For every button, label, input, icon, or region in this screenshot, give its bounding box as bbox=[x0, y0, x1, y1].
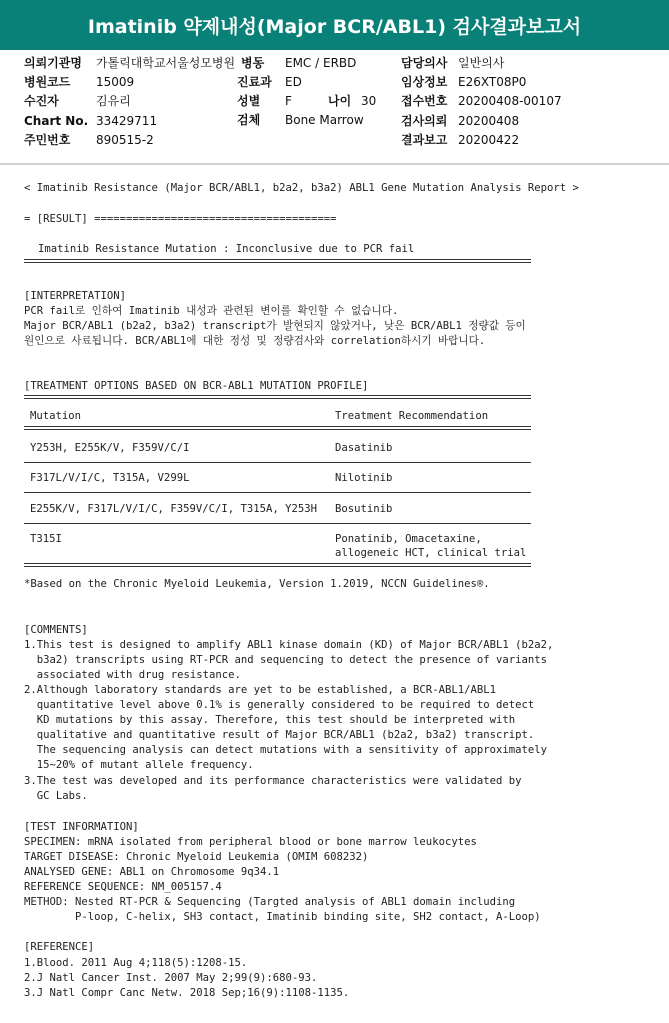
clinical-label: 임상정보 bbox=[401, 75, 448, 89]
comment-line: 2.Although laboratory standards are yet to be established, a BCR-ABL1/ABL1 bbox=[24, 684, 496, 696]
treatment-header-recommendation: Treatment Recommendation bbox=[335, 410, 489, 422]
comment-line: quantitative level above 0.1% is generally considered to be required to detect bbox=[24, 699, 535, 711]
treatment-row-recommendation: Bosutinib bbox=[335, 503, 393, 515]
resident-no-label: 주민번호 bbox=[24, 133, 71, 147]
comments-title: [COMMENTS] bbox=[24, 624, 88, 636]
specimen-value: Bone Marrow bbox=[285, 113, 364, 127]
comment-line: KD mutations by this assay. Therefore, this test should be interpreted with bbox=[24, 714, 516, 726]
comment-line: b3a2) transcripts using RT-PCR and sequencing to detect the presence of variants bbox=[24, 654, 547, 666]
treatment-row-recommendation: Nilotinib bbox=[335, 472, 393, 484]
test-info-line: P-loop, C-helix, SH3 contact, Imatinib binding site, SH2 contact, A-Loop) bbox=[24, 911, 541, 923]
treatment-row-recommendation-cont: allogeneic HCT, clinical trial bbox=[335, 547, 527, 559]
ward-value: EMC / ERBD bbox=[285, 56, 357, 70]
treatment-top-rule bbox=[24, 395, 531, 399]
comment-line: associated with drug resistance. bbox=[24, 669, 241, 681]
comment-line: 15~20% of mutant allele frequency. bbox=[24, 759, 254, 771]
treatment-row-mutation: F317L/V/I/C, T315A, V299L bbox=[30, 472, 190, 484]
result-divider bbox=[24, 259, 531, 263]
treatment-row-rule bbox=[24, 492, 531, 493]
report-header: < Imatinib Resistance (Major BCR/ABL1, b2a2, b3a2) ABL1 Gene Mutation Analysis Report > bbox=[24, 182, 579, 194]
reference-title: [REFERENCE] bbox=[24, 941, 95, 953]
resident-no-value: 890515-2 bbox=[96, 133, 154, 147]
dept-value: ED bbox=[285, 75, 302, 89]
interpretation-title: [INTERPRETATION] bbox=[24, 290, 127, 302]
comment-line: GC Labs. bbox=[24, 790, 88, 802]
hospital-code-label: 병원코드 bbox=[24, 75, 71, 89]
receipt-label: 접수번호 bbox=[401, 94, 448, 108]
treatment-row-mutation: E255K/V, F317L/V/I/C, F359V/C/I, T315A, Y253H bbox=[30, 503, 318, 515]
test-info-line: SPECIMEN: mRNA isolated from peripheral blood or bone marrow leukocytes bbox=[24, 836, 477, 848]
test-info-line: ANALYSED GENE: ABL1 on Chromosome 9q34.1 bbox=[24, 866, 280, 878]
comment-line: 1.This test is designed to amplify ABL1 kinase domain (KD) of Major BCR/ABL1 (b2a2, bbox=[24, 639, 554, 651]
reference-line: 2.J Natl Cancer Inst. 2007 May 2;99(9):680-93. bbox=[24, 972, 318, 984]
result-section-label: = [RESULT] ====================================== bbox=[24, 213, 337, 225]
treatment-row-recommendation: Dasatinib bbox=[335, 442, 393, 454]
comment-line: The sequencing analysis can detect mutations with a sensitivity of approximately bbox=[24, 744, 547, 756]
test-info-line: TARGET DISEASE: Chronic Myeloid Leukemia (OMIM 608232) bbox=[24, 851, 369, 863]
treatment-row-mutation: Y253H, E255K/V, F359V/C/I bbox=[30, 442, 190, 454]
interpretation-line: PCR fail로 인하여 Imatinib 내성과 관련된 변이를 확인할 수 없습니다. bbox=[24, 305, 399, 317]
sex-value: F bbox=[285, 94, 292, 108]
test-info-line: REFERENCE SEQUENCE: NM_005157.4 bbox=[24, 881, 222, 893]
ward-label: 병동 bbox=[241, 56, 265, 70]
age-value: 30 bbox=[361, 94, 377, 108]
institution-label: 의뢰기관명 bbox=[24, 56, 82, 70]
hospital-code-value: 15009 bbox=[96, 75, 135, 89]
header-divider bbox=[0, 163, 669, 165]
interpretation-line: 원인으로 사료됩니다. BCR/ABL1에 대한 정성 및 정량검사와 correlation하시기 바랍니다. bbox=[24, 335, 486, 347]
comment-line: 3.The test was developed and its performance characteristics were validated by bbox=[24, 775, 522, 787]
report-title: Imatinib 약제내성(Major BCR/ABL1) 검사결과보고서 bbox=[0, 0, 669, 50]
request-date-value: 20200408 bbox=[458, 114, 520, 128]
doctor-value: 일반의사 bbox=[458, 56, 505, 70]
chart-no-value: 33429711 bbox=[96, 114, 158, 128]
age-label: 나이 bbox=[328, 94, 352, 108]
interpretation-line: Major BCR/ABL1 (b2a2, b3a2) transcript가 발현되지 않았거나, 낮은 BCR/ABL1 정량값 등이 bbox=[24, 320, 526, 332]
treatment-row-rule bbox=[24, 462, 531, 463]
comment-line: qualitative and quantitative result of Major BCR/ABL1 (b2a2, b3a2) transcript. bbox=[24, 729, 535, 741]
patient-label: 수진자 bbox=[24, 94, 59, 108]
treatment-bottom-rule bbox=[24, 563, 531, 567]
sex-label: 성별 bbox=[237, 94, 261, 108]
report-date-label: 결과보고 bbox=[401, 133, 448, 147]
result-line: Imatinib Resistance Mutation : Inconclusive due to PCR fail bbox=[38, 243, 415, 255]
treatment-header-mutation: Mutation bbox=[30, 410, 82, 422]
test-info-line: METHOD: Nested RT-PCR & Sequencing (Targted analysis of ABL1 domain including bbox=[24, 896, 516, 908]
patient-value: 김유리 bbox=[96, 94, 131, 108]
chart-no-label: Chart No. bbox=[24, 114, 89, 128]
treatment-title: [TREATMENT OPTIONS BASED ON BCR-ABL1 MUTATION PROFILE] bbox=[24, 380, 369, 392]
request-date-label: 검사의뢰 bbox=[401, 114, 448, 128]
reference-line: 3.J Natl Compr Canc Netw. 2018 Sep;16(9):1108-1135. bbox=[24, 987, 350, 999]
treatment-row-rule bbox=[24, 523, 531, 524]
receipt-value: 20200408-00107 bbox=[458, 94, 562, 108]
patient-info-panel bbox=[0, 50, 669, 164]
treatment-row-recommendation: Ponatinib, Omacetaxine, bbox=[335, 533, 482, 545]
report-date-value: 20200422 bbox=[458, 133, 520, 147]
treatment-row-mutation: T315I bbox=[30, 533, 62, 545]
treatment-header-rule bbox=[24, 426, 531, 430]
specimen-label: 검체 bbox=[237, 113, 261, 127]
institution-value: 가톨릭대학교서울성모병원 bbox=[96, 56, 236, 70]
clinical-value: E26XT08P0 bbox=[458, 75, 527, 89]
dept-label: 진료과 bbox=[237, 75, 272, 89]
test-info-title: [TEST INFORMATION] bbox=[24, 821, 139, 833]
treatment-note: *Based on the Chronic Myeloid Leukemia, Version 1.2019, NCCN Guidelines®. bbox=[24, 578, 490, 590]
doctor-label: 담당의사 bbox=[401, 56, 448, 70]
reference-line: 1.Blood. 2011 Aug 4;118(5):1208-15. bbox=[24, 957, 248, 969]
